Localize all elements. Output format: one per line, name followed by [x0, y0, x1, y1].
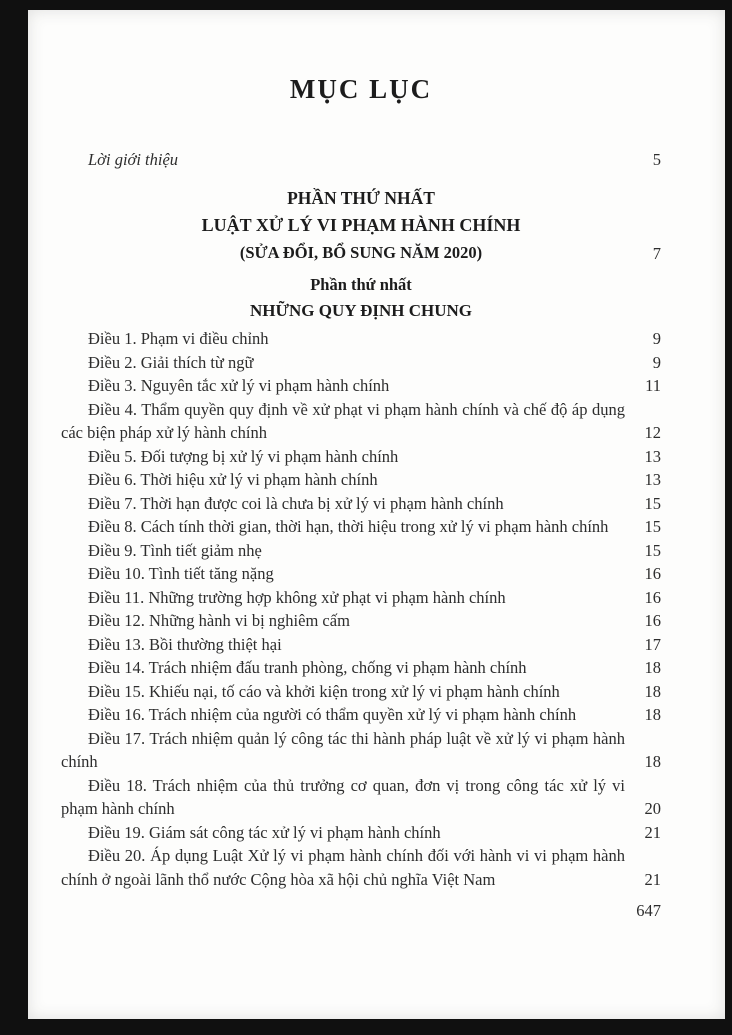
toc-entry-page: 18 — [644, 705, 661, 724]
toc-entry-page: 16 — [644, 587, 661, 607]
toc-entry-page: 18 — [644, 681, 661, 701]
toc-entry — [61, 844, 661, 891]
toc-entry-text: Điều 11. Những trường hợp không xử phạt vi phạm hành chính — [88, 587, 506, 607]
toc-entry-text: Điều 7. Thời hạn được coi là chưa bị xử lý vi phạm hành chính — [88, 493, 504, 513]
toc-entry-page: 9 — [652, 329, 661, 348]
toc-entry — [61, 562, 661, 586]
toc-entry-text: Điều 8. Cách tính thời gian, thời hạn, thời hiệu trong xử lý vi phạm hành chính — [88, 517, 609, 536]
chapter-heading-title: NHỮNG QUY ĐỊNH CHUNG — [249, 301, 473, 320]
toc-entry-text: Điều 14. Trách nhiệm đấu tranh phòng, chống vi phạm hành chính — [88, 658, 527, 677]
toc-entry — [61, 351, 661, 375]
toc-entry-page: 11 — [645, 376, 661, 395]
toc-entry-text: Điều 20. Áp dụng Luật Xử lý vi phạm hành chính đối với hành vi vi phạm hành chính ở ngoài lãnh thổ nước Cộng hòa xã hội chủ nghĩa Việt Nam — [61, 846, 625, 889]
toc-entry — [61, 398, 661, 445]
toc-entry — [61, 633, 661, 657]
toc-entry-text: Điều 2. Giải thích từ ngữ — [88, 352, 254, 372]
toc-entry-page: 12 — [644, 423, 661, 442]
toc-entry — [61, 609, 661, 633]
page-title: MỤC LỤC — [289, 74, 433, 104]
toc-entry-page: 15 — [644, 493, 661, 513]
toc-entry-page: 15 — [644, 517, 661, 536]
toc-entry-page: 18 — [644, 752, 661, 771]
toc-entry-page: 15 — [644, 540, 661, 560]
toc-entry-text: Điều 19. Giám sát công tác xử lý vi phạm hành chính — [88, 822, 441, 842]
toc-entry — [61, 656, 661, 680]
toc-entry-text: Điều 18. Trách nhiệm của thủ trưởng cơ quan, đơn vị trong công tác xử lý vi phạm hành chính — [61, 775, 625, 818]
toc-entry — [61, 586, 661, 610]
toc-entry-text: Điều 6. Thời hiệu xử lý vi phạm hành chính — [88, 470, 378, 489]
part-heading-page-number: 7 — [652, 244, 661, 263]
toc-intro-row — [61, 148, 661, 171]
toc-entry — [61, 703, 661, 727]
toc-entry — [61, 774, 661, 821]
toc-entry — [61, 515, 661, 539]
book-page-number: 647 — [636, 901, 661, 920]
toc-entry-page: 16 — [644, 611, 661, 630]
toc-entry — [61, 445, 661, 469]
toc-entry-page: 21 — [644, 822, 661, 842]
toc-entry-page: 21 — [644, 869, 661, 889]
toc-entry — [61, 327, 661, 351]
toc-entry — [61, 821, 661, 845]
toc-entry-text: Điều 13. Bồi thường thiệt hại — [88, 634, 282, 654]
toc-entry — [61, 680, 661, 704]
toc-entry-page: 13 — [644, 470, 661, 489]
intro-page-number: 5 — [652, 150, 661, 169]
toc-entry-page: 18 — [644, 658, 661, 677]
paper-page — [28, 10, 725, 1019]
part-heading-kicker: PHẦN THỨ NHẤT — [287, 188, 435, 208]
toc-entry-text: Điều 10. Tình tiết tăng nặng — [88, 564, 274, 583]
toc-entry-text: Điều 9. Tình tiết giảm nhẹ — [88, 540, 262, 560]
toc-entry-text: Điều 3. Nguyên tắc xử lý vi phạm hành chính — [88, 376, 390, 395]
toc-entry-text: Điều 17. Trách nhiệm quản lý công tác thi hành pháp luật về xử lý vi phạm hành chính — [61, 728, 625, 771]
toc-entry-text: Điều 4. Thẩm quyền quy định về xử phạt vi phạm hành chính và chế độ áp dụng các biện pháp xử lý hành chính — [61, 399, 625, 442]
toc-entry — [61, 468, 661, 492]
toc-entry-page: 17 — [644, 634, 661, 654]
part-heading-subtitle: (SỬA ĐỔI, BỔ SUNG NĂM 2020) — [239, 243, 483, 262]
toc-entry — [61, 374, 661, 398]
toc-entry — [61, 727, 661, 774]
toc-entry-text: Điều 5. Đối tượng bị xử lý vi phạm hành chính — [88, 446, 399, 466]
toc-entry-page: 16 — [644, 564, 661, 583]
toc-entry — [61, 492, 661, 516]
toc-entry-page: 13 — [644, 446, 661, 466]
part-heading-subtitle-row — [61, 239, 661, 267]
chapter-heading — [61, 272, 661, 324]
chapter-heading-kicker: Phần thứ nhất — [310, 275, 412, 294]
part-heading-title: LUẬT XỬ LÝ VI PHẠM HÀNH CHÍNH — [201, 215, 521, 235]
toc-content — [28, 10, 725, 921]
part-one-heading — [61, 185, 661, 267]
intro-label: Lời giới thiệu — [88, 150, 179, 169]
toc-entry-page: 20 — [644, 799, 661, 818]
toc-entry-text: Điều 12. Những hành vi bị nghiêm cấm — [88, 611, 350, 630]
toc-entry-text: Điều 1. Phạm vi điều chỉnh — [88, 329, 269, 348]
toc-entry-text: Điều 15. Khiếu nại, tố cáo và khởi kiện trong xử lý vi phạm hành chính — [88, 681, 560, 701]
toc-entry-text: Điều 16. Trách nhiệm của người có thẩm quyền xử lý vi phạm hành chính — [88, 705, 577, 724]
toc-entry-list — [61, 327, 661, 891]
toc-entry-page: 9 — [652, 352, 661, 372]
toc-entry — [61, 539, 661, 563]
